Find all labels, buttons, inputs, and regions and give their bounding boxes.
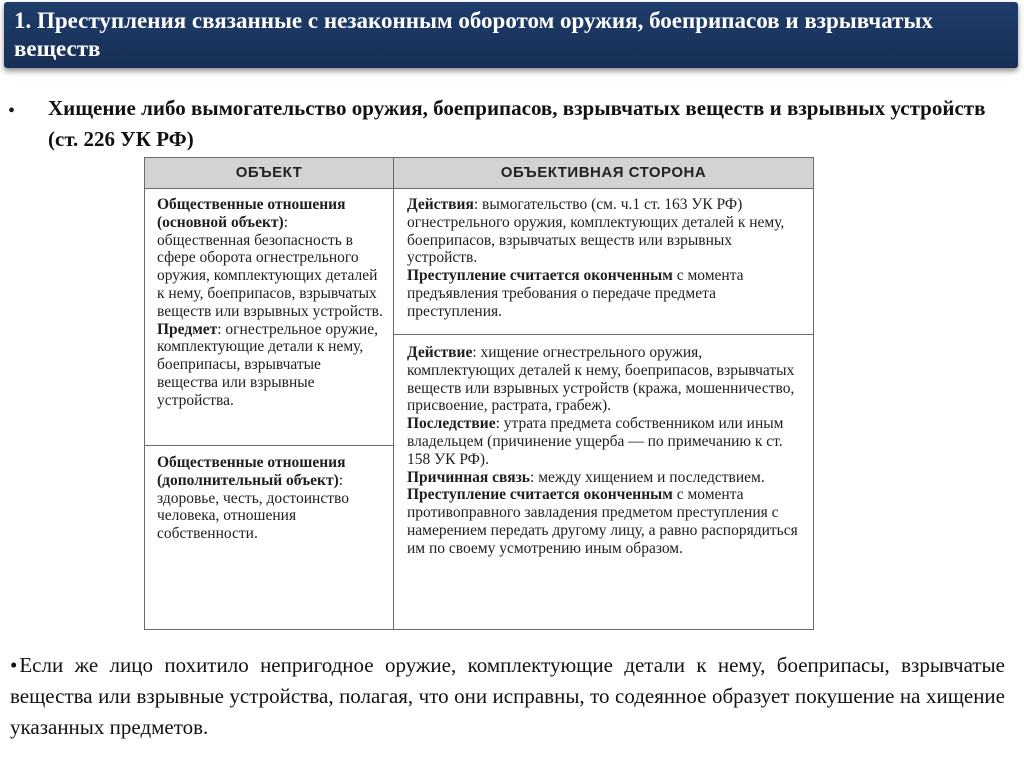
bullet-icon: • <box>10 653 18 677</box>
title-bar <box>4 2 1018 68</box>
cell-label: Действие <box>407 344 473 361</box>
row-divider-right <box>394 334 813 335</box>
cell-text: с момента предъявления требования о передаче предмета преступления. <box>407 267 744 320</box>
cell-label: Предмет <box>157 320 218 338</box>
cell-text: : вымогательство (см. ч.1 ст. 163 УК РФ) огнестрельного оружия, комплектующих деталей к нему, боеприпасов, взрывчатых веществ или взрывных устройств. <box>407 196 785 267</box>
cell-label: Общественные отношения (дополнительный объект) <box>157 454 346 489</box>
cell-main-object <box>157 196 385 410</box>
bottom-paragraph <box>10 650 1005 743</box>
cell-label: Причинная связь <box>407 468 531 486</box>
cell-label: Преступление считается оконченным <box>407 486 673 504</box>
cell-text: : общественная безопасность в сфере оборота огнестрельного оружия, комплектующих деталей к нему, боеприпасов, взрывчатых веществ или взрывных устройств. <box>157 213 383 320</box>
section-heading: Хищение либо вымогательство оружия, боеприпасов, взрывчатых веществ и взрывных устройств (ст. 226 УК РФ) <box>48 96 986 151</box>
cell-text: с момента противоправного завладения предметом преступления с намерением передать другому лицу, а равно распорядиться им по своему усмотрению иным образом. <box>407 486 798 557</box>
cell-label: Последствие <box>407 415 496 433</box>
cell-additional-object <box>157 454 385 543</box>
cell-theft <box>407 344 802 558</box>
cell-label: Преступление считается оконченным <box>407 267 673 285</box>
cell-text: : хищение огнестрельного оружия, комплектующих деталей к нему, боеприпасов, взрывчатых веществ или взрывных устройств (кража, мошенничество, присвоение, растрата, грабеж). <box>407 344 795 415</box>
column-divider <box>393 158 394 629</box>
bottom-text: Если же лицо похитило непригодное оружие, комплектующие детали к нему, боеприпасы, взрывчатые вещества или взрывные устройства, полагая, что они исправны, то содеянное образует покушение на хищение указанных предметов. <box>10 653 1005 739</box>
cell-extortion <box>407 196 802 321</box>
column-header-objective-side: ОБЪЕКТИВНАЯ СТОРОНА <box>394 158 813 189</box>
column-header-object: ОБЪЕКТ <box>145 158 393 189</box>
slide-title: 1. Преступления связанные с незаконным оборотом оружия, боеприпасов и взрывчатых веществ <box>14 8 933 61</box>
cell-text: : между хищением и последствием. <box>530 468 765 486</box>
cell-text: : утрата предмета собственником или иным владельцем (причинение ущерба — по примечанию к ст. 158 УК РФ). <box>407 415 784 468</box>
row-divider-left <box>145 445 393 446</box>
cell-text: : здоровье, честь, достоинство человека, отношения собственности. <box>157 471 349 543</box>
cell-label: Действия <box>407 196 474 213</box>
cell-text: : огнестрельное оружие, комплектующие детали к нему, боеприпасы, взрывчатые вещества или взрывные устройства. <box>157 320 378 409</box>
bullet-icon: • <box>8 100 16 122</box>
crime-table <box>144 157 814 630</box>
cell-label: Общественные отношения (основной объект) <box>157 196 346 231</box>
